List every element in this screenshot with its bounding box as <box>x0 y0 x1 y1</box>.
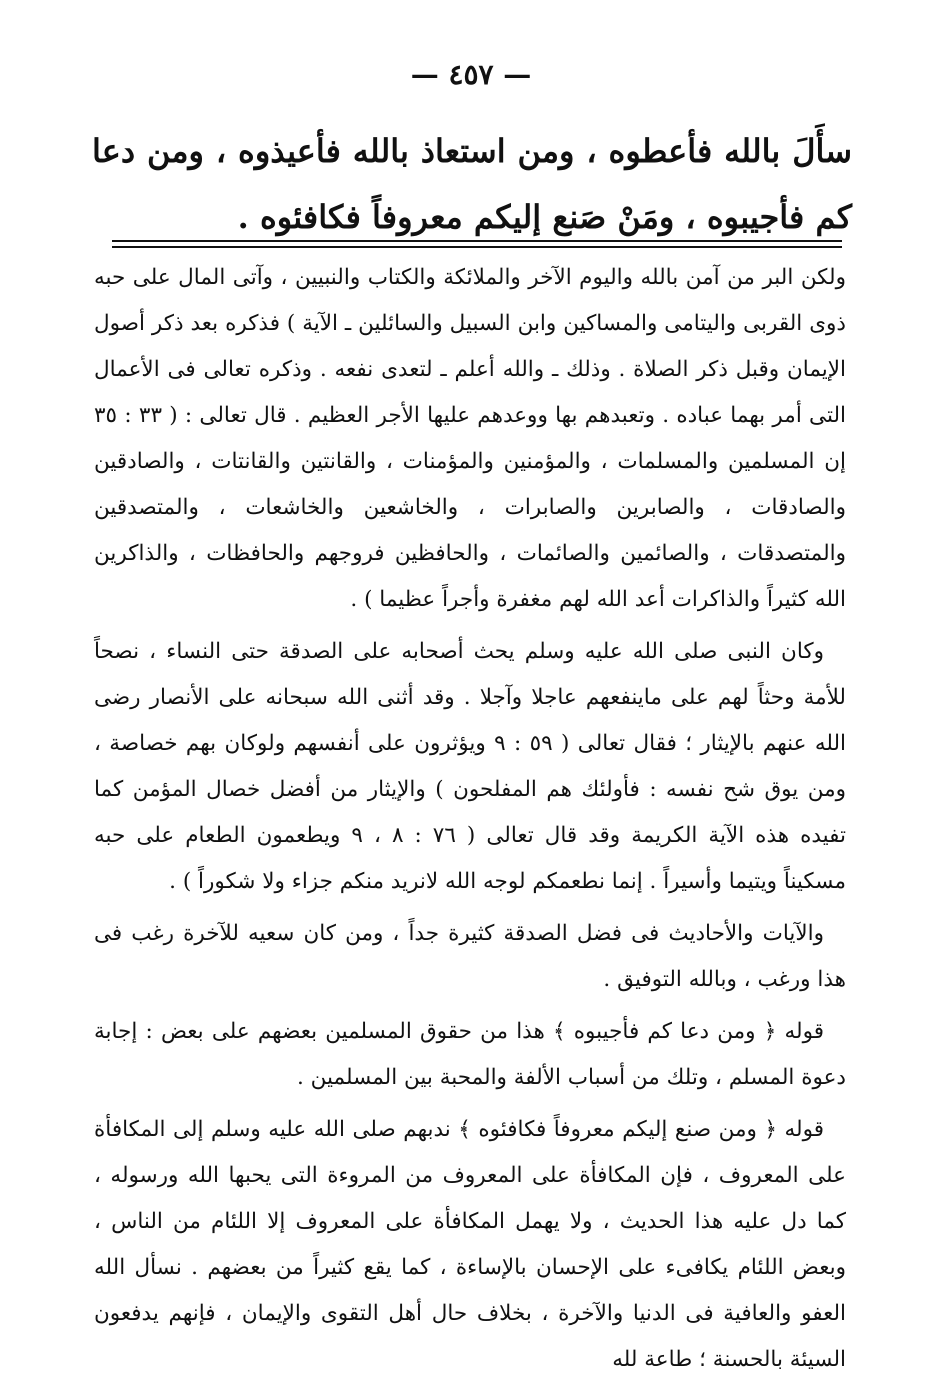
paragraph: قوله ﴿ ومن دعا كم فأجيبوه ﴾ هذا من حقوق المسلمين بعضهم على بعض : إجابة دعوة المسلم ، وتلك من أسباب الألفة والمحبة بين المسلمين . <box>94 1019 846 1090</box>
paragraph: وكان النبى صلى الله عليه وسلم يحث أصحابه على الصدقة حتى النساء ، نصحاً للأمة وحثاً لهم على ماينفعهم عاجلا وآجلا . وقد أثنى الله سبحانه على الأنصار رضى الله عنهم بالإيثار ؛ فقال تعالى ( ٥٩ : ٩ ويؤثرون على أنفسهم ولوكان بهم خصاصة ، ومن يوق شح نفسه : فأولئك هم المفلحون ) والإيثار من أفضل خصال المؤمن كما تفيده هذه الآية الكريمة وقد قال تعالى ( ٧٦ : ٨ ، ٩ ويطعمون الطعام على حبه مسكيناً ويتيما وأسيراً . إنما نطعمكم لوجه الله لانريد منكم جزاء ولا شكوراً ) . <box>94 639 846 894</box>
paragraph: قوله ﴿ ومن صنع إليكم معروفاً فكافئوه ﴾ ندبهم صلى الله عليه وسلم إلى المكافأة على المعروف ، فإن المكافأة على المعروف من المروءة التى يحبها الله ورسوله ، كما دل عليه هذا الحديث ، ولا يهمل المكافأة على المعروف إلا اللئام من الناس ، وبعض اللئام يكافىء على الإحسان بالإساءة ، كما يقع كثيراً من بعضهم . نسأل الله العفو والعافية فى الدنيا والآخرة ، بخلاف حال أهل التقوى والإيمان ، فإنهم يدفعون السيئة بالحسنة ؛ طاعة لله <box>94 1117 846 1372</box>
separator-line-bottom <box>112 246 842 248</box>
separator-line-top <box>112 240 842 242</box>
page-number: — ٤٥٧ — <box>410 58 532 91</box>
hadith-text: سأَلَ بالله فأعطوه ، ومن استعاذ بالله فأعيذوه ، ومن دعا كم فأجيبوه ، ومَنْ صَنع إليكم معروفاً فكافئوه . <box>92 132 852 236</box>
paragraph: والآيات والأحاديث فى فضل الصدقة كثيرة جداً ، ومن كان سعيه للآخرة رغب فى هذا ورغب ، وبالله التوفيق . <box>94 921 846 992</box>
hadith-text-block <box>92 118 852 250</box>
paragraph: ولكن البر من آمن بالله واليوم الآخر والملائكة والكتاب والنبيين ، وآتى المال على حبه ذوى القربى واليتامى والمساكين وابن السبيل والسائلين ـ الآية ) فذكره بعد ذكر أصول الإيمان وقبل ذكر الصلاة . وذلك ـ والله أعلم ـ لتعدى نفعه . وذكره تعالى فى الأعمال التى أمر بهما عباده . وتعبدهم بها ووعدهم عليها الأجر العظيم . قال تعالى : ( ٣٣ : ٣٥ إن المسلمين والمسلمات ، والمؤمنين والمؤمنات ، والقانتين والقانتات ، والصادقين والصادقات ، والصابرين والصابرات ، والخاشعين والخاشعات ، والمتصدقين والمتصدقات ، والصائمين والصائمات ، والحافظين فروجهم والحافظات ، والذاكرين الله كثيراً والذاكرات أعد الله لهم مغفرة وأجراً عظيما ) . <box>94 265 846 612</box>
commentary-text <box>94 255 846 1389</box>
